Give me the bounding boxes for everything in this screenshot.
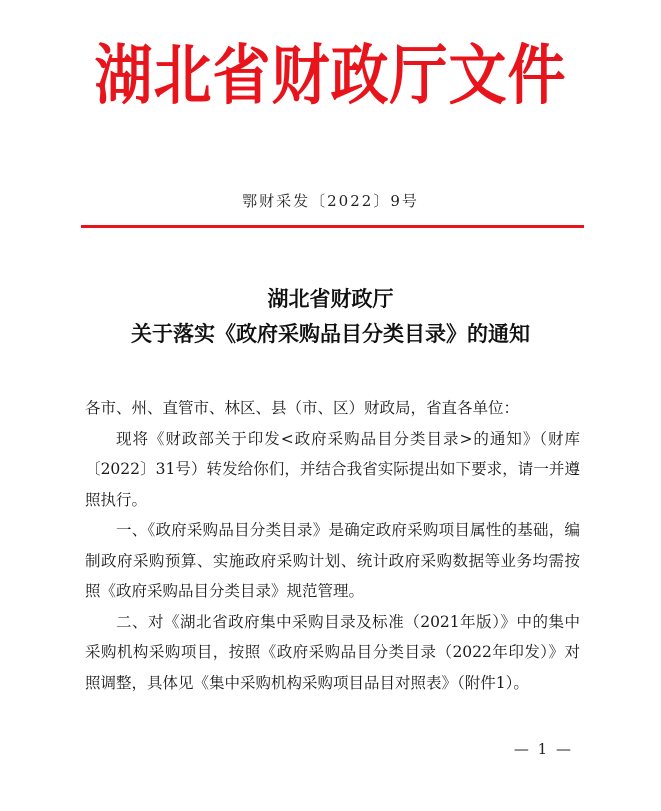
document-title-line-2: 关于落实《政府采购品目分类目录》的通知 [131,322,530,346]
document-masthead: 湖北省财政厅文件 [94,37,567,114]
paragraph-item-2: 二、对《湖北省政府集中采购目录及标准（2021年版）》中的集中采购机构采购项目，按照《政府采购品目分类目录（2022年印发）》对照调整，具体见《集中采购机构采购项目品目对照表》（附件1）。 [85,612,580,692]
document-body [85,393,580,698]
page-number: — 1 — [513,740,573,758]
document-title-line-1: 湖北省财政厅 [267,287,394,311]
red-separator-line [81,225,584,228]
salutation: 各市、州、直管市、林区、县（市、区）财政局，省直各单位： [85,399,520,417]
paragraph-item-1: 一、《政府采购品目分类目录》是确定政府采购项目属性的基础，编制政府采购预算、实施政府采购计划、统计政府采购数据等业务均需按照《政府采购品目分类目录》规范管理。 [85,521,580,600]
document-number: 鄂财采发〔2022〕9号 [242,192,419,210]
paragraph-intro: 现将《财政部关于印发<政府采购品目分类目录>的通知》（财库〔2022〕31号）转发给你们，并结合我省实际提出如下要求，请一并遵照执行。 [85,429,580,509]
